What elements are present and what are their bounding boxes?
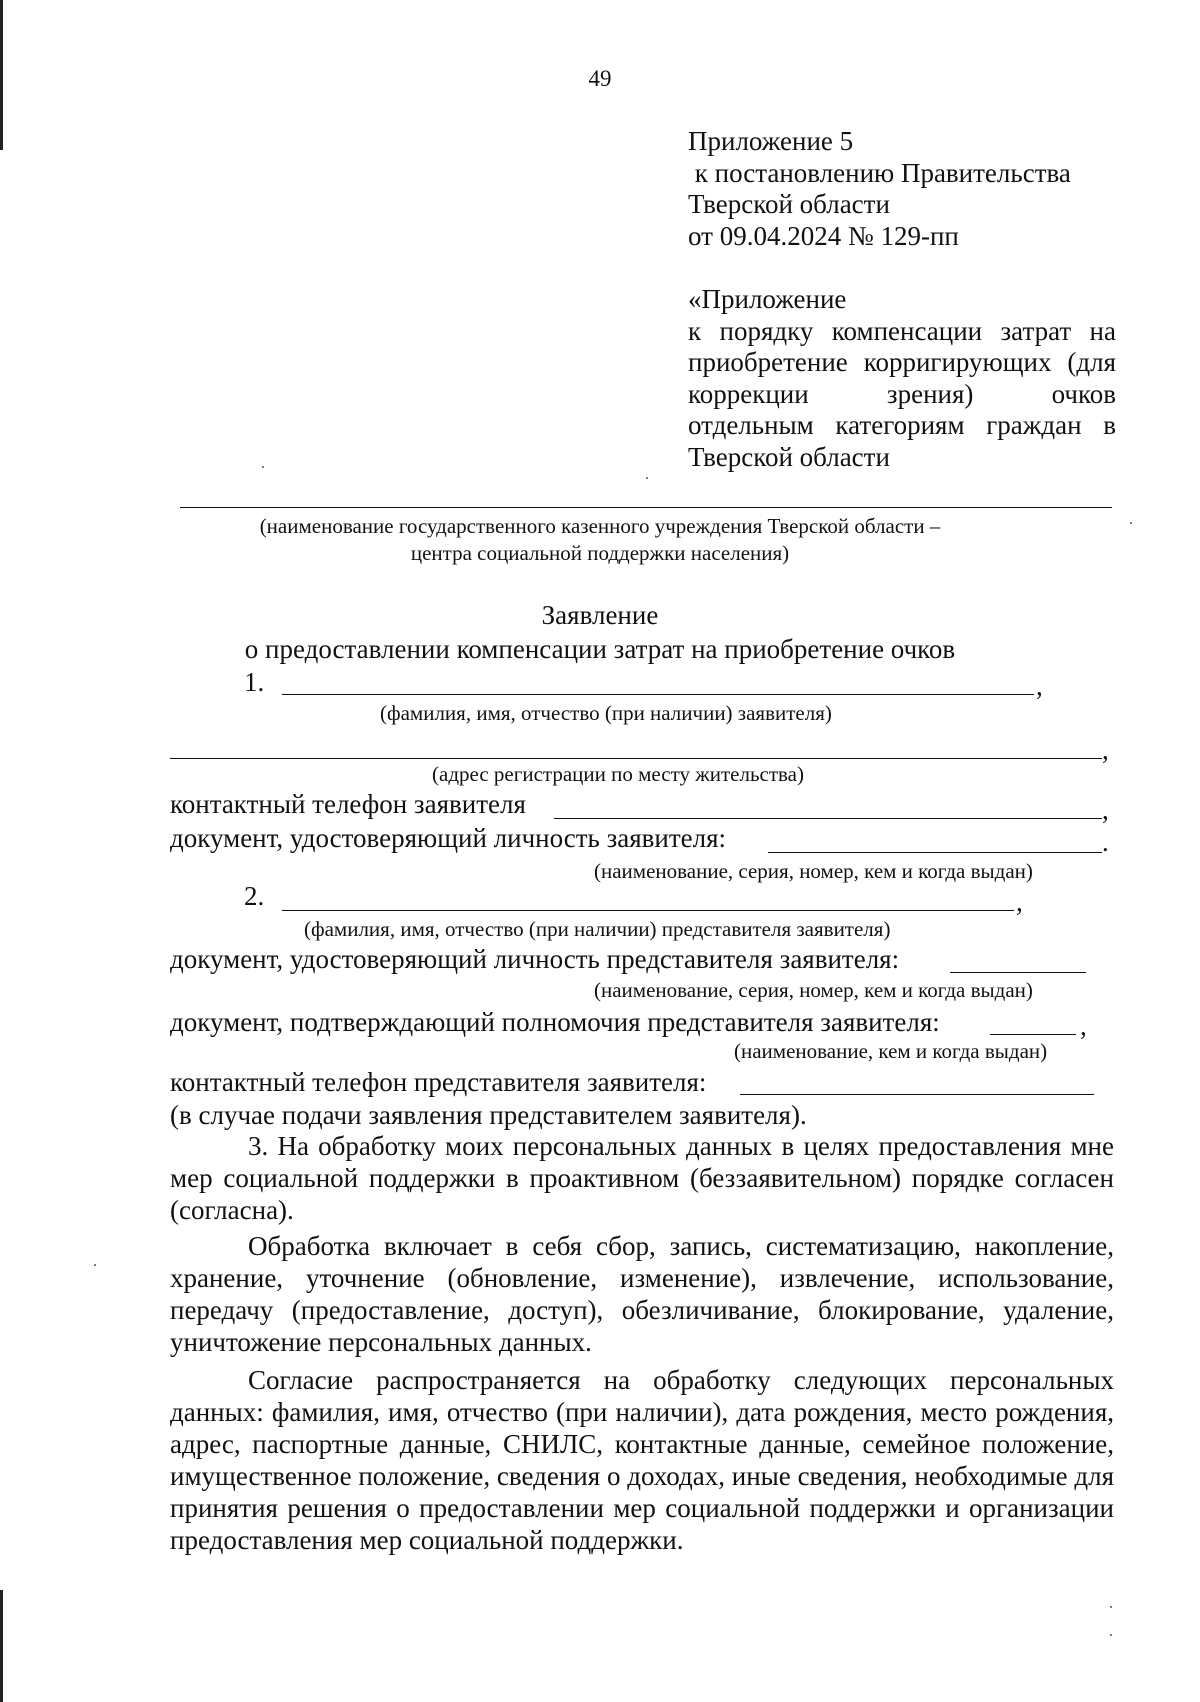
consent-paragraph-3	[170, 1130, 1114, 1226]
applicant-name-field[interactable]	[282, 694, 1034, 695]
appendix-header-line: Тверской области	[688, 189, 890, 219]
comma: ,	[1016, 887, 1023, 917]
item-2-number: 2.	[244, 881, 265, 911]
item-1-number: 1.	[244, 667, 265, 697]
scan-speck	[1110, 1606, 1112, 1608]
appendix-inner-line: к порядку компенсации затрат на	[688, 315, 1116, 346]
applicant-name-caption: (фамилия, имя, отчество (при наличии) заявителя)	[380, 701, 832, 725]
representative-phone-field[interactable]	[740, 1094, 1094, 1095]
address-field[interactable]	[170, 758, 1102, 759]
institution-caption: (наименование государственного казенного учреждения Тверской области –	[259, 514, 941, 538]
appendix-inner-line: приобретение корригирующих (для	[688, 347, 1116, 377]
appendix-inner-line: Тверской области	[688, 441, 890, 472]
processing-paragraph	[170, 1230, 1114, 1358]
processing-paragraph-text: Обработка включает в себя сбор, запись, систематизацию, накопление, хранение, уточнение (обновление, изменение), извлечение, использование, передачу (предоставление, доступ), обезличивание, блокирование, удаление, уничтожение персональных данных.	[170, 1231, 1114, 1357]
authority-document-caption: (наименование, кем и когда выдан)	[734, 1039, 1048, 1063]
phone-field[interactable]	[554, 818, 1102, 819]
representative-note: (в случае подачи заявления представителем заявителя).	[170, 1100, 807, 1130]
representative-id-field[interactable]	[950, 972, 1086, 973]
scan-speck	[1130, 522, 1132, 524]
comma: ,	[1102, 735, 1109, 765]
representative-name-field[interactable]	[282, 910, 1014, 911]
scan-speck	[646, 477, 648, 479]
period: .	[1102, 827, 1109, 857]
phone-label: контактный телефон заявителя	[170, 789, 526, 819]
address-caption: (адрес регистрации по месту жительства)	[432, 762, 804, 786]
appendix-inner-line: коррекции зрения) очков	[688, 378, 1116, 409]
appendix-inner-line: отдельным категориям граждан в	[688, 410, 1116, 440]
statement-title: Заявление	[541, 600, 659, 630]
statement-subtitle: о предоставлении компенсации затрат на приобретение очков	[244, 634, 956, 664]
scan-speck	[94, 1264, 96, 1266]
comma: ,	[1080, 1011, 1087, 1041]
page-number: 49	[588, 66, 612, 91]
comma: ,	[1102, 795, 1109, 825]
institution-field-line[interactable]	[180, 507, 1112, 508]
institution-caption: центра социальной поддержки населения)	[410, 541, 790, 565]
scan-speck	[1110, 1634, 1112, 1636]
authority-document-label: документ, подтверждающий полномочия представителя заявителя:	[170, 1007, 940, 1037]
representative-id-label: документ, удостоверяющий личность представителя заявителя:	[170, 944, 900, 974]
comma: ,	[1036, 671, 1043, 701]
representative-id-caption: (наименование, серия, номер, кем и когда выдан)	[594, 978, 1033, 1002]
representative-name-caption: (фамилия, имя, отчество (при наличии) представителя заявителя)	[304, 917, 891, 941]
consent-paragraph-3-text: 3. На обработку моих персональных данных в целях предоставления мне мер социальной поддержки в проактивном (беззаявительном) порядке согласен (согласна).	[170, 1131, 1114, 1225]
appendix-inner-line: «Приложение	[688, 284, 847, 314]
scope-paragraph	[170, 1364, 1114, 1556]
id-document-label: документ, удостоверяющий личность заявителя:	[170, 823, 727, 853]
appendix-header-line: к постановлению Правительства	[688, 157, 1071, 188]
scan-speck	[262, 466, 264, 468]
appendix-header-line: Приложение 5	[688, 126, 854, 156]
appendix-header	[688, 126, 1118, 252]
appendix-header-line: от 09.04.2024 № 129-пп	[688, 220, 959, 251]
appendix-inner-header	[688, 284, 1116, 473]
authority-document-field[interactable]	[990, 1034, 1076, 1035]
scan-edge-mark	[0, 1590, 3, 1702]
scope-paragraph-text: Согласие распространяется на обработку следующих персональных данных: фамилия, имя, отчество (при наличии), дата рождения, место рождения, адрес, паспортные данные, СНИЛС, контактные данные, семейное положение, имущественное положение, сведения о доходах, иные сведения, необходимые для принятия решения о предоставлении мер социальной поддержки и организации предоставления мер социальной поддержки.	[170, 1365, 1114, 1555]
id-document-field[interactable]	[768, 852, 1102, 853]
id-document-caption: (наименование, серия, номер, кем и когда выдан)	[594, 859, 1033, 883]
representative-phone-label: контактный телефон представителя заявителя:	[170, 1067, 707, 1097]
